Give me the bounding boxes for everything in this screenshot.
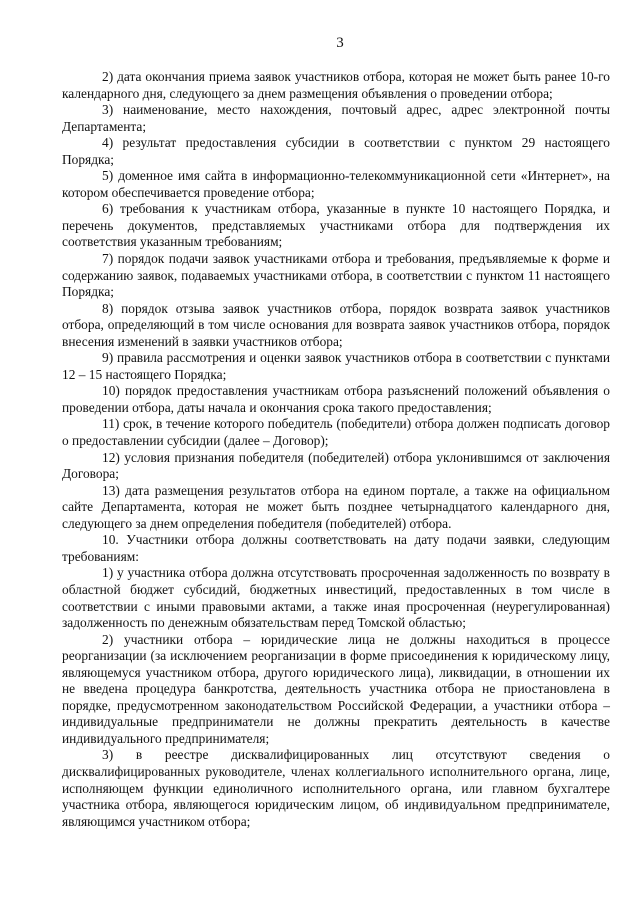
requirement-item-2: 2) участники отбора – юридические лица не должны находиться в процессе реорганизации (за исключением реорганизации в форме присоединения к юридическому лицу, являющемуся участником отбора, другого юридического лица), ликвидации, в отношении их не введена процедура банкротства, деятельность участника отбора не приостановлена в порядке, предусмотренном законодательством Российской Федерации, а участники отбора – индивидуальные предприниматели не должны прекратить деятельность в качестве индивидуального предпринимателя; [62,631,610,746]
paragraph-item-10: 10) порядок предоставления участникам отбора разъяснений положений объявления о проведении отбора, даты начала и окончания срока такого предоставления; [62,383,610,415]
paragraph-item-6: 6) требования к участникам отбора, указанные в пункте 10 настоящего Порядка, и перечень документов, представляемых участниками отбора для подтверждения их соответствия указанным требованиям; [62,201,610,250]
paragraph-item-4: 4) результат предоставления субсидии в соответствии с пунктом 29 настоящего Порядка; [62,135,610,167]
paragraph-item-12: 12) условия признания победителя (победителей) отбора уклонившимся от заключения Договора; [62,449,610,482]
requirement-item-3: 3) в реестре дисквалифицированных лиц отсутствуют сведения о дисквалифицированных руководителе, членах коллегиального исполнительного органа, лице, исполняющем функции единоличного исполнительного органа, или главном бухгалтере участника отбора, являющегося юридическим лицом, об индивидуальном предпринимателе, являющимся участником отбора; [62,747,610,829]
paragraph-item-8: 8) порядок отзыва заявок участников отбора, порядок возврата заявок участников отбора, определяющий в том числе основания для возврата заявок участников отбора, порядок внесения изменений в заявки участников отбора; [62,300,610,349]
requirement-item-1: 1) у участника отбора должна отсутствовать просроченная задолженность по возврату в областной бюджет субсидий, бюджетных инвестиций, предоставленных в том числе в соответствии с иными правовыми актами, а также иная просроченная (неурегулированная) задолженность по денежным обязательствам перед Томской областью; [62,565,610,631]
paragraph-item-13: 13) дата размещения результатов отбора на едином портале, а также на официальном сайте Департамента, которая не может быть позднее четырнадцатого календарного дня, следующего за днем определения победителя (победителей) отбора. [62,482,610,531]
paragraph-item-5: 5) доменное имя сайта в информационно-телекоммуникационной сети «Интернет», на котором обеспечивается проведение отбора; [62,168,610,200]
paragraph-item-9: 9) правила рассмотрения и оценки заявок участников отбора в соответствии с пунктами 12 – 15 настоящего Порядка; [62,350,610,382]
paragraph-item-3: 3) наименование, место нахождения, почтовый адрес, адрес электронной почты Департамента; [62,102,610,134]
section-10-heading: 10. Участники отбора должны соответствовать на дату подачи заявки, следующим требованиям: [62,532,610,564]
paragraph-item-2: 2) дата окончания приема заявок участников отбора, которая не может быть ранее 10-го календарного дня, следующего за днем размещения объявления о проведении отбора; [62,69,610,101]
page-number: 3 [336,35,344,51]
paragraph-item-11: 11) срок, в течение которого победитель (победители) отбора должен подписать договор о предоставлении субсидии (далее – Договор); [62,416,610,449]
paragraph-item-7: 7) порядок подачи заявок участниками отбора и требования, предъявляемые к форме и содержанию заявок, подаваемых участниками отбора, в соответствии с пунктом 11 настоящего Порядка; [62,251,610,300]
